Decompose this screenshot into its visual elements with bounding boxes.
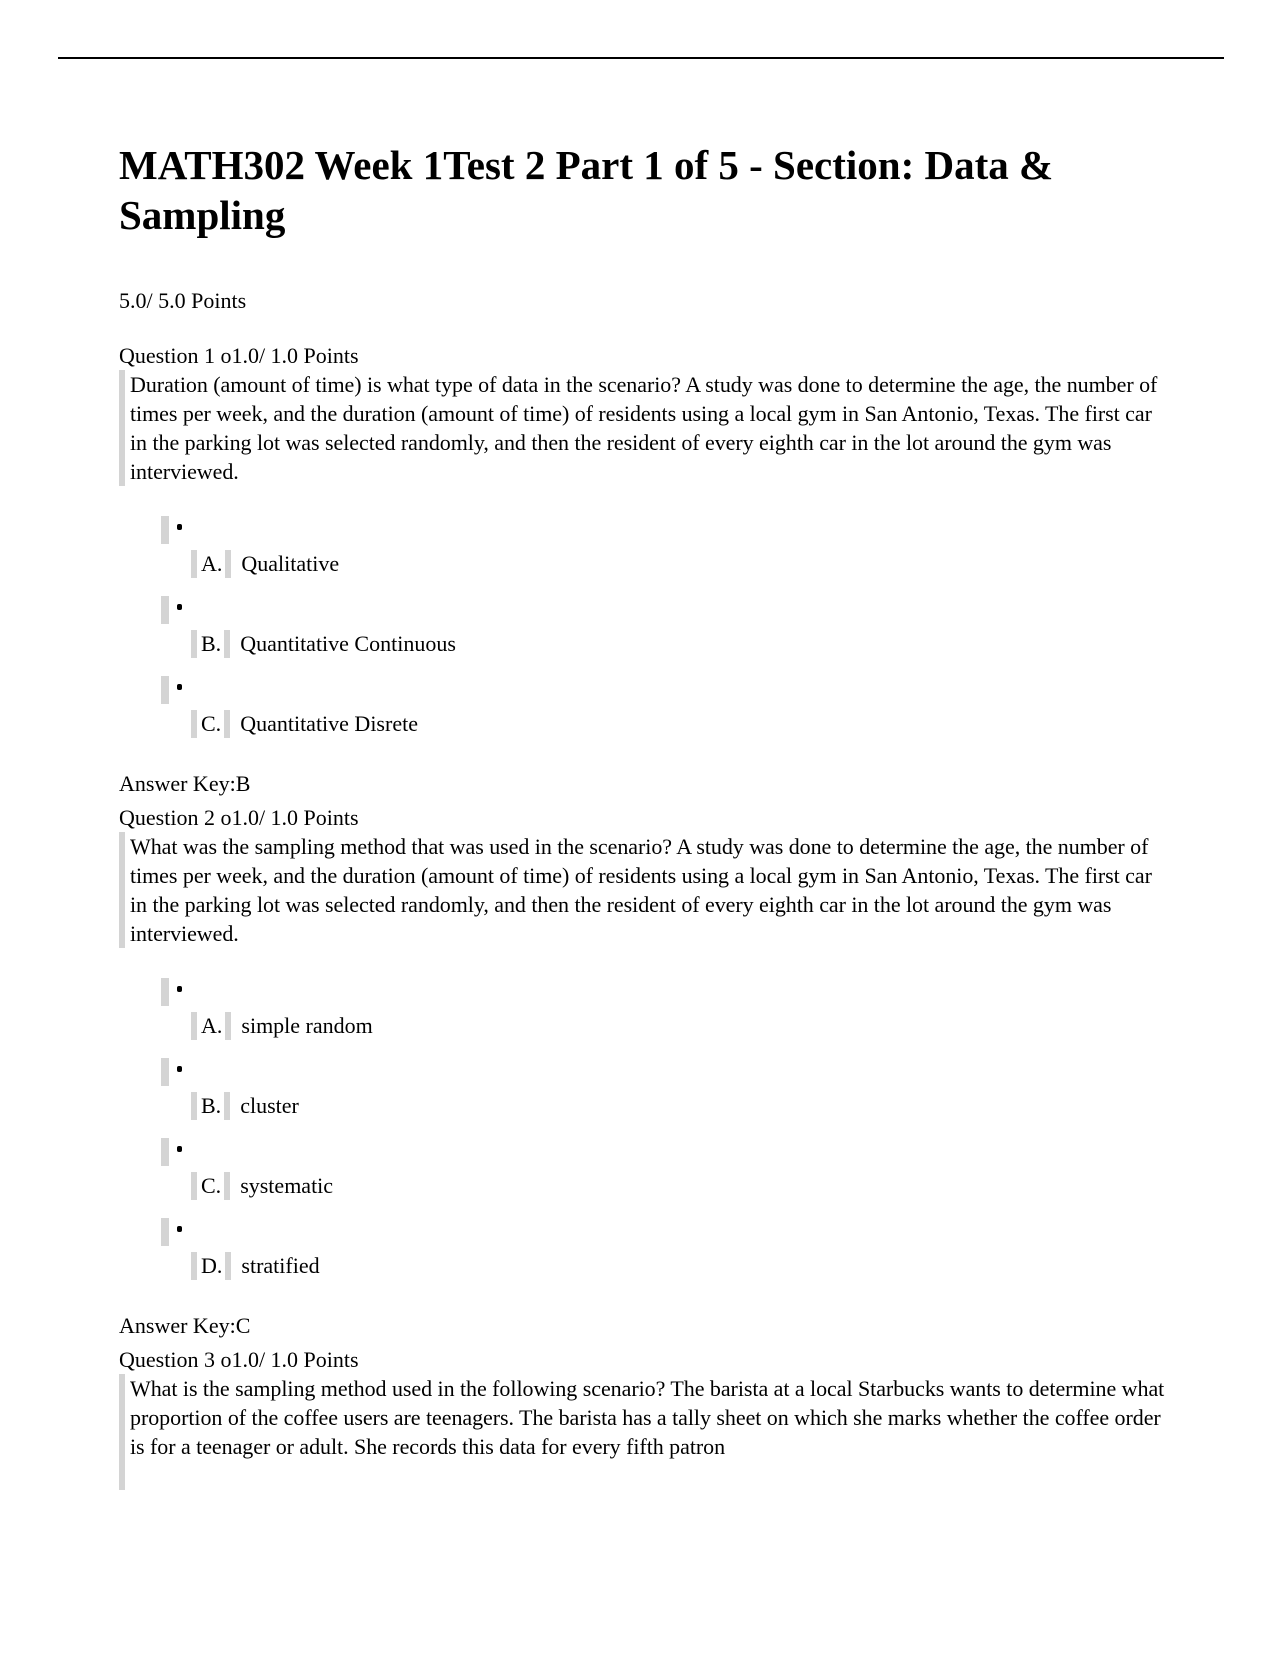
answer-key: Answer Key:C — [119, 1313, 251, 1338]
option-label: Quantitative Disrete — [240, 711, 418, 736]
option-a[interactable] — [161, 516, 1169, 596]
question-text: What is the sampling method used in the following scenario? The barista at a local Starbucks wants to determine what proportion of the coffee users are teenagers. The barista has a tally sheet on which she marks whether the coffee order is for a teenager or adult. She records this data for every fifth patron — [119, 1374, 1169, 1490]
question-2 — [119, 804, 1169, 1340]
bullet-marker — [161, 516, 169, 544]
question-text: Duration (amount of time) is what type of data in the scenario? A study was done to determine the age, the number of times per week, and the duration (amount of time) of residents using a local gym in San Antonio, Texas. The first car in the parking lot was selected randomly, and then the resident of every eighth car in the lot around the gym was interviewed. — [119, 370, 1169, 486]
option-letter: B. — [191, 1092, 230, 1120]
option-letter: C. — [191, 1172, 230, 1200]
total-score: 5.0/ 5.0 Points — [119, 288, 247, 313]
option-letter: D. — [191, 1252, 231, 1280]
top-rule — [58, 57, 1224, 59]
option-label: systematic — [240, 1173, 334, 1198]
bullet-dot-icon — [177, 1226, 182, 1232]
bullet-marker — [161, 596, 169, 624]
option-b[interactable] — [161, 1058, 1169, 1138]
bullet-dot-icon — [177, 986, 182, 992]
option-letter: A. — [191, 1012, 231, 1040]
option-b[interactable] — [161, 596, 1169, 676]
option-label: Quantitative Continuous — [240, 631, 456, 656]
bullet-marker — [161, 1058, 169, 1086]
page-title: MATH302 Week 1Test 2 Part 1 of 5 - Section: Data & Sampling — [119, 142, 1054, 238]
document-page — [119, 140, 1169, 1490]
question-header: Question 2 o1.0/ 1.0 Points — [119, 805, 359, 830]
option-label: cluster — [240, 1093, 299, 1118]
bullet-dot-icon — [177, 1066, 182, 1072]
bullet-marker — [161, 676, 169, 704]
bullet-dot-icon — [177, 524, 182, 530]
question-header: Question 1 o1.0/ 1.0 Points — [119, 343, 359, 368]
option-label: Qualitative — [241, 551, 340, 576]
question-1 — [119, 342, 1169, 798]
bullet-dot-icon — [177, 1146, 182, 1152]
answer-key: Answer Key:B — [119, 771, 251, 796]
question-3 — [119, 1346, 1169, 1490]
option-c[interactable] — [161, 676, 1169, 756]
option-a[interactable] — [161, 978, 1169, 1058]
option-label: simple random — [241, 1013, 373, 1038]
bullet-marker — [161, 1138, 169, 1166]
option-letter: B. — [191, 630, 230, 658]
bullet-marker — [161, 1218, 169, 1246]
question-text: What was the sampling method that was used in the scenario? A study was done to determine the age, the number of times per week, and the duration (amount of time) of residents using a local gym in San Antonio, Texas. The first car in the parking lot was selected randomly, and then the resident of every eighth car in the lot around the gym was interviewed. — [119, 832, 1169, 948]
question-header: Question 3 o1.0/ 1.0 Points — [119, 1347, 359, 1372]
bullet-marker — [161, 978, 169, 1006]
option-label: stratified — [241, 1253, 320, 1278]
options-list — [161, 978, 1169, 1298]
option-d[interactable] — [161, 1218, 1169, 1298]
options-list — [161, 516, 1169, 756]
option-c[interactable] — [161, 1138, 1169, 1218]
bullet-dot-icon — [177, 604, 182, 610]
option-letter: A. — [191, 550, 231, 578]
bullet-dot-icon — [177, 684, 182, 690]
option-letter: C. — [191, 710, 230, 738]
